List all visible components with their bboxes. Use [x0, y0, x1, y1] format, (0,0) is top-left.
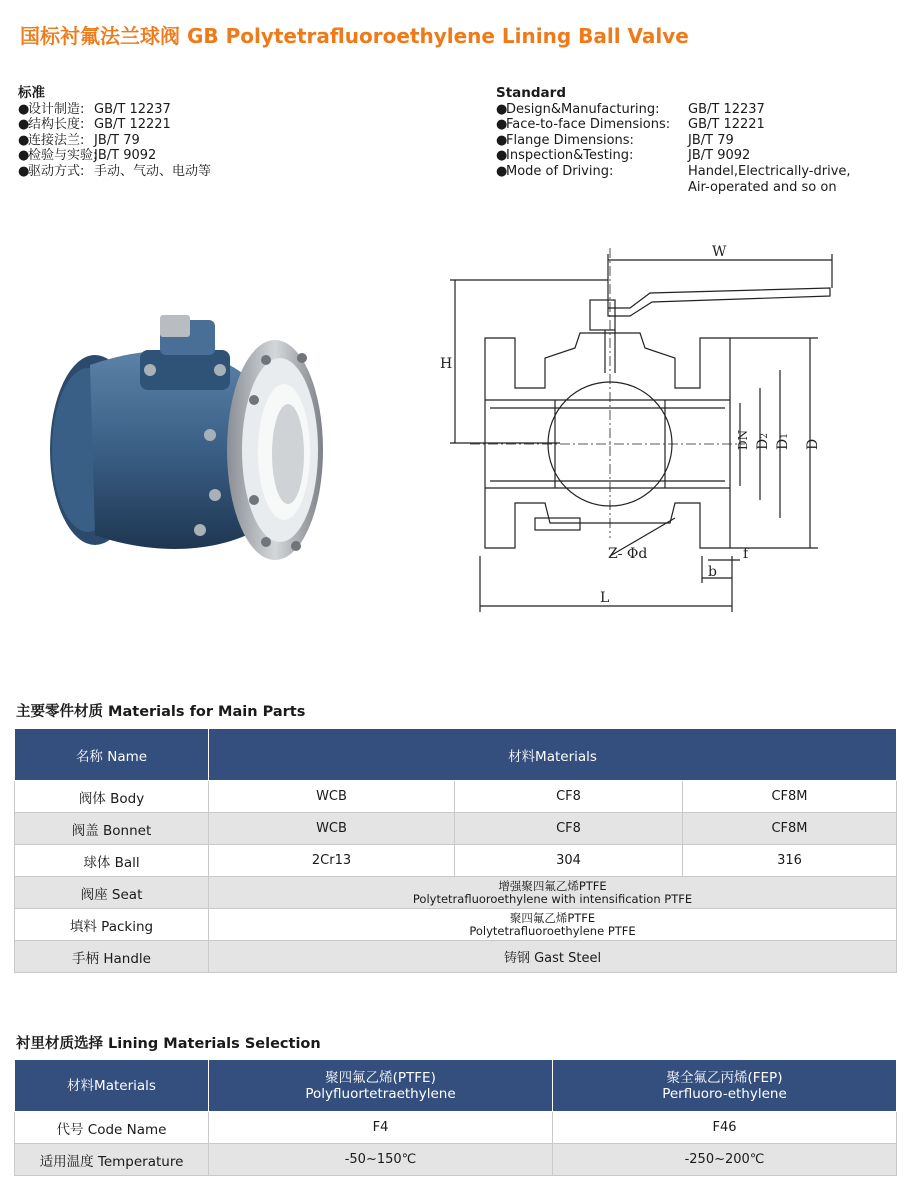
column-header: 材料Materials: [15, 1060, 209, 1112]
valve-dimension-drawing: [440, 238, 850, 618]
list-item: ● 检验与实验: JB/T 9092: [18, 148, 157, 164]
list-item: ● Inspection&Testing: JB/T 9092: [496, 148, 751, 164]
table-row: 阀体 Body WCB CF8 CF8M: [15, 781, 897, 813]
label-h: H: [440, 356, 453, 372]
svg-text:D2: D2: [755, 433, 771, 450]
table-row: 适用温度 Temperature -50~150℃ -250~200℃: [15, 1144, 897, 1176]
table-row: 代号 Code Name F4 F46: [15, 1112, 897, 1144]
lining-section-title: 衬里材质选择 Lining Materials Selection: [16, 1036, 321, 1052]
list-item-continued: Air-operated and so on: [688, 179, 837, 195]
column-header: 材料Materials: [209, 729, 897, 781]
list-item: ● 结构长度: GB/T 12221: [18, 117, 171, 133]
page-title: 国标衬氟法兰球阀 GB Polytetrafluoroethylene Lining Ball Valve: [20, 24, 689, 48]
label-d1: D: [775, 438, 791, 450]
materials-section-title: 主要零件材质 Materials for Main Parts: [16, 704, 306, 720]
label-dn: DN: [736, 429, 750, 450]
column-header: 名称 Name: [15, 729, 209, 781]
list-item: ● 驱动方式: 手动、气动、电动等: [18, 163, 212, 179]
standard-cn-heading: 标准: [18, 85, 45, 101]
list-item: ● 设计制造: GB/T 12237: [18, 101, 171, 117]
list-item: ● Face-to-face Dimensions: GB/T 12221: [496, 117, 765, 133]
standard-en-heading: Standard: [496, 85, 566, 101]
table-row: 阀盖 Bonnet WCB CF8 CF8M: [15, 813, 897, 845]
list-item: ● 连接法兰: JB/T 79: [18, 132, 140, 148]
svg-text:D1: D1: [775, 433, 791, 450]
list-item: ● Design&Manufacturing: GB/T 12237: [496, 101, 765, 117]
label-d: D: [805, 438, 821, 450]
label-d2: D: [755, 438, 771, 450]
materials-table: [14, 728, 897, 973]
label-zphid: Z- Φd: [608, 546, 648, 562]
label-b: b: [708, 564, 717, 580]
valve-photo: [40, 300, 330, 600]
table-row: 阀座 Seat 增强聚四氟乙烯PTFE Polytetrafluoroethylene with intensification PTFE: [15, 877, 897, 909]
list-item: ● Mode of Driving: Handel,Electrically-drive,: [496, 163, 851, 179]
column-header: 聚四氟乙烯(PTFE) Polyfluortetraethylene: [209, 1060, 553, 1112]
label-l: L: [600, 590, 610, 606]
standard-cn: [18, 86, 211, 180]
list-item: ● Flange Dimensions: JB/T 79: [496, 132, 734, 148]
table-row: 手柄 Handle 铸钢 Gast Steel: [15, 941, 897, 973]
standard-en: [496, 86, 851, 195]
label-w: W: [712, 244, 727, 260]
table-row: 填料 Packing 聚四氟乙烯PTFE Polytetrafluoroethylene PTFE: [15, 909, 897, 941]
column-header: 聚全氟乙丙烯(FEP) Perfluoro-ethylene: [553, 1060, 897, 1112]
table-row: 球体 Ball 2Cr13 304 316: [15, 845, 897, 877]
lining-table: [14, 1059, 897, 1176]
label-f: f: [743, 546, 749, 562]
